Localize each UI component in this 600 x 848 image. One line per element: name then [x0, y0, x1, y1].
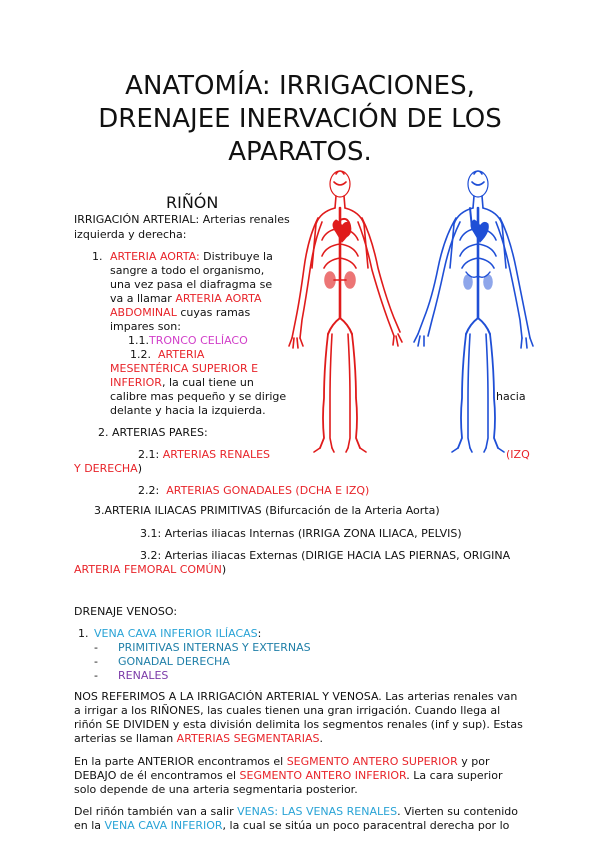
drenaje-sub-item: - RENALES	[94, 669, 169, 682]
mesenterica-hacia: hacia	[496, 390, 526, 403]
paragraph-segmentos: En la parte ANTERIOR encontramos el SEGMENTO ANTERO SUPERIOR y por DEBAJO de él encontramos el SEGMENTO ANTERO INFERIOR. La cara superior solo depende de una arteria segmentaria posterior.	[74, 755, 503, 796]
renales-line: 2.1: ARTERIAS RENALES	[138, 448, 271, 461]
drenaje-item: VENA CAVA INFERIOR ILÍACAS:	[94, 627, 262, 640]
vein-system-figure	[414, 171, 533, 452]
irrigation-intro-line-1: IRRIGACIÓN ARTERIAL: Arterias renales	[74, 213, 290, 226]
aorta-line-5: ABDOMINAL cuyas ramas	[110, 306, 251, 319]
iliacas-internas: 3.1: Arterias iliacas Internas (IRRIGA ZONA ILIACA, PELVIS)	[140, 527, 462, 540]
aorta-line-3: una vez pasa el diafragma se	[110, 278, 273, 291]
title-line-2: DRENAJEE INERVACIÓN DE LOS	[98, 104, 502, 134]
aorta-line-4: va a llamar ARTERIA AORTA	[110, 292, 262, 305]
aorta-number: 1.	[92, 250, 103, 263]
femoral-line: ARTERIA FEMORAL COMÚN)	[74, 563, 227, 576]
section-heading: RIÑÓN	[166, 193, 219, 212]
paragraph-irrigacion: NOS REFERIMOS A LA IRRIGACIÓN ARTERIAL Y VENOSA. Las arterias renales van a irrigar a los RIÑONES, las cuales tienen una gran irrigación. Cuando llega al riñón SE DIVIDEN y esta división delimita los segmentos renales (inf y sup). Estas arterias se llaman ARTERIAS SEGMENTARIAS.	[74, 690, 523, 745]
tronco-line: 1.1.TRONCO CELÍACO	[128, 334, 248, 347]
vena-cava-iliacas: VENA CAVA INFERIOR ILÍACAS	[94, 627, 258, 640]
title-line-1: ANATOMÍA: IRRIGACIONES,	[125, 71, 475, 101]
aorta-abdominal-2: ABDOMINAL	[110, 306, 177, 319]
aorta-line-1: ARTERIA AORTA: Distribuye la	[110, 250, 273, 263]
arterias-gonadales: ARTERIAS GONADALES (DCHA E IZQ)	[166, 484, 370, 497]
aorta-line-6: impares son:	[110, 320, 181, 333]
mesenterica-line-3: INFERIOR, la cual tiene un	[110, 376, 254, 389]
renales-izq: (IZQ	[506, 448, 530, 461]
arterias-renales: ARTERIAS RENALES	[162, 448, 271, 461]
iliacas-externas: 3.2: Arterias iliacas Externas (DIRIGE HACIA LAS PIERNAS, ORIGINA	[140, 549, 511, 562]
arteria-femoral: ARTERIA FEMORAL COMÚN	[74, 563, 222, 576]
arterias-segmentarias: ARTERIAS SEGMENTARIAS	[176, 732, 320, 745]
drenaje-heading: DRENAJE VENOSO:	[74, 605, 178, 618]
mesenterica-line-1: 1.2. ARTERIA	[130, 348, 205, 361]
title-line-3: APARATOS.	[228, 137, 372, 167]
mesenterica-line-5: delante y hacia la izquierda.	[110, 404, 266, 417]
renales-line-2: Y DERECHA)	[74, 462, 143, 475]
drenaje-sub-item: - PRIMITIVAS INTERNAS Y EXTERNAS	[94, 641, 311, 654]
tronco-celiaco: TRONCO CELÍACO	[149, 334, 248, 347]
iliacas-primitivas: 3.ARTERIA ILIACAS PRIMITIVAS (Bifurcación de la Arteria Aorta)	[94, 504, 440, 517]
aorta-line-2: sangre a todo el organismo,	[110, 264, 265, 277]
drenaje-sub-item: - GONADAL DERECHA	[94, 655, 230, 668]
circulatory-illustration	[282, 168, 542, 458]
aorta-name: ARTERIA AORTA:	[110, 250, 200, 263]
aorta-abdominal-1: ARTERIA AORTA	[175, 292, 262, 305]
arterias-pares: 2. ARTERIAS PARES:	[98, 426, 208, 439]
artery-system-figure	[289, 171, 402, 452]
page-title	[0, 70, 600, 169]
irrigation-intro-line-2: izquierda y derecha:	[74, 228, 187, 241]
gonadales-line: 2.2: ARTERIAS GONADALES (DCHA E IZQ)	[138, 484, 370, 497]
mesenterica-line-2: MESENTÉRICA SUPERIOR E	[110, 362, 259, 375]
mesenterica-line-4: calibre mas pequeño y se dirige	[110, 390, 287, 403]
paragraph-venas: Del riñón también van a salir VENAS: LAS VENAS RENALES. Vierten su contenido en la VENA CAVA INFERIOR, la cual se sitúa un poco paracentral derecha por lo	[74, 805, 519, 832]
drenaje-item-number: 1.	[78, 627, 89, 640]
